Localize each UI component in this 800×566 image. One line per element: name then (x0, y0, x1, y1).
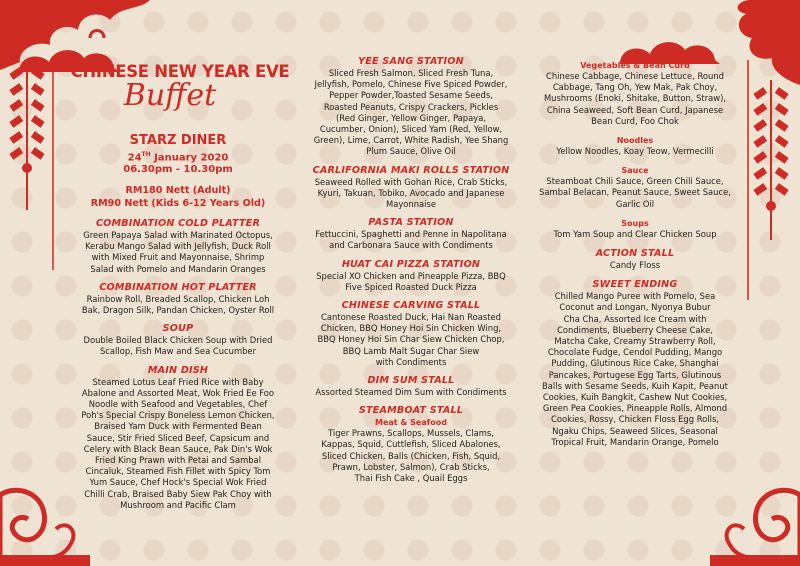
section-heading: PASTA STATION (368, 217, 454, 229)
section-body: Rainbow Roll, Breaded Scallop, Chicken Loh Bak, Dragon Silk, Pandan Chicken, Oyster Roll (81, 293, 275, 316)
section-subheading: Sauce (621, 166, 649, 176)
section-heading: CHINESE CARVING STALL (341, 300, 481, 312)
section-heading: DIM SUM STALL (367, 375, 455, 387)
section-subheading: Meat & Seafood (375, 418, 447, 428)
buffet-script-title: Buffet (123, 78, 217, 113)
event-date (62, 151, 294, 163)
section-heading: CARLIFORNIA MAKI ROLLS STATION (312, 164, 510, 176)
section-body: Yellow Noodles, Koay Teow, Vermecilli (556, 146, 714, 157)
scroll-ornament-bottom-right (710, 455, 800, 566)
section-subheading: Noodles (616, 136, 654, 146)
section-heading: YEE SANG STATION (358, 56, 464, 67)
date-month-year: January 2020 (154, 152, 229, 164)
section-body: Chinese Cabbage, Chinese Lettuce, Round Cabbage, Tang Oh, Yew Mak, Pak Choy, Mushrooms (Enoki, Shitake, Button, Straw), China Seaweed, Soft Bean Curd, Japanese Bean Curd, Foo Chok (543, 71, 727, 126)
price-kids: RM90 Nett (Kids 6-12 Years Old) (90, 198, 266, 209)
section-heading: COMBINATION COLD PLATTER (95, 218, 261, 229)
section-subheading: Soups (621, 218, 649, 228)
event-title: CHINESE NEW YEAR EVE (70, 62, 290, 81)
section-heading: HUAT CAI PIZZA STATION (341, 258, 481, 270)
section-subheading: Vegetables & Bean Curd (580, 61, 690, 70)
section-heading: ACTION STALL (595, 248, 675, 260)
section-body: Tom Yam Soup and Clear Chicken Soup (553, 228, 717, 239)
section-heading: MAIN DISH (147, 364, 209, 376)
section-body: Sliced Fresh Salmon, Sliced Fresh Tuna, Jellyfish, Pomelo, Chinese Five Spiced Powder, Pepper Powder,Toasted Sesame Seeds, Roasted Peanuts, Crispy Crackers, Pickles (Red Ginger, Yellow Ginger, Papaya, Cucumber, Onion), Sliced Yam (Red, Yellow, Green), Lime, Carrot, White Radish, Yee Shang Plum Sauce, Olive Oil (313, 68, 509, 157)
section-body: Green Papaya Salad with Marinated Octopus, Kerabu Mango Salad with Jellyfish, Duck Roll with Mixed Fruit and Mayonnaise, Shrimp Salad with Pomelo and Mandarin Oranges (83, 230, 273, 274)
venue-name: STARZ DINER (129, 133, 227, 148)
menu-column-middle (300, 56, 522, 484)
menu-column-right (528, 60, 742, 448)
section-body: Chilled Mango Puree with Pomelo, Sea Coconut and Longan, Nyonya Bubur Cha Cha, Assorted Ice Cream with Condiments, Blueberry Cheese Cake, Matcha Cake, Creamy Strawberry Roll, Chocolate Fudge, Cendol Pudding, Mango Pudding, Glutinous Rice Cake, Shanghai Pancakes, Portugese Egg Tarts, Glutinous Balls with Sesame Seeds, Kuih Kapit, Peanut Cookies, Kuih Bangkit, Cashew Nut Cookies, Green Pea Cookies, Pineapple Rolls, Almond Cookies, Rossy, Chicken Floss Egg Rolls, Ngaku Chips, Seaweed Slices, Seasonal Tropical Fruit, Mandarin Orange, Pomelo (542, 291, 728, 447)
section-body: Cantonese Roasted Duck, Hai Nan Roasted Chicken, BBQ Honey Hoi Sin Chicken Wing, BBQ Honey Hoi Sin Char Siew Chicken Chop, BBQ Lamb Malt Sugar Char Siew with Condiments (317, 312, 505, 367)
section-body: Double Boiled Black Chicken Soup with Dried Scallop, Fish Maw and Sea Cucumber (83, 335, 273, 357)
event-time: 06.30pm - 10.30pm (123, 164, 233, 175)
section-heading: SWEET ENDING (592, 279, 678, 291)
price-adult: RM180 Nett (Adult) (125, 185, 231, 196)
section-heading: STEAMBOAT STALL (358, 405, 464, 417)
section-body: Assorted Steamed Dim Sum with Condiments (315, 387, 507, 398)
section-body: Special XO Chicken and Pineapple Pizza, BBQ Five Spiced Roasted Duck Pizza (316, 270, 506, 292)
section-body: Tiger Prawns, Scallops, Mussels, Clams, Kappas, Squid, Cuttlefish, Sliced Abalones, Sliced Chicken, Balls (Chicken, Fish, Squid, Prawn, Lobster, Salmon), Crab Sticks, Thai Fish Cake , Quail Eggs (321, 428, 501, 484)
section-body: Steamed Lotus Leaf Fried Rice with Baby Abalone and Assorted Meat, Wok Fried Ee Foo Noodle with Seafood and Vegetables, Chef Poh's Special Crispy Boneless Lemon Chicken, Braised Yam Duck with Fermented Bean Sauce, Stir Fried Sliced Beef, Capsicum and Celery with Black Bean Sauce, Pak Din's Wok Fried King Prawn with Petai and Sambal Cincaluk, Steamed Fish Fillet with Spicy Tom Yum Sauce, Chef Hock's Special Wok Fried Chilli Crab, Braised Baby Siew Pak Choy with Mushroom and Pacific Clam (81, 376, 275, 510)
menu-column-left (62, 218, 294, 511)
section-heading: SOUP (162, 323, 194, 335)
date-suffix: TH (141, 151, 151, 158)
section-body: Fettuccini, Spaghetti and Penne in Napolitana and Carbonara Sauce with Condiments (315, 229, 507, 251)
section-heading: COMBINATION HOT PLATTER (99, 281, 257, 293)
section-body: Seaweed Rolled with Gohan Rice, Crab Sticks, Kyuri, Takuan, Tobiko, Avocado and Japanese Mayonnaise (314, 176, 508, 210)
section-body: Candy Floss (609, 260, 661, 271)
date-day: 24 (127, 152, 142, 164)
section-body: Steamboat Chili Sauce, Green Chili Sauce, Sambal Belacan, Peanut Sauce, Sweet Sauce, Garlic Oil (539, 176, 731, 209)
